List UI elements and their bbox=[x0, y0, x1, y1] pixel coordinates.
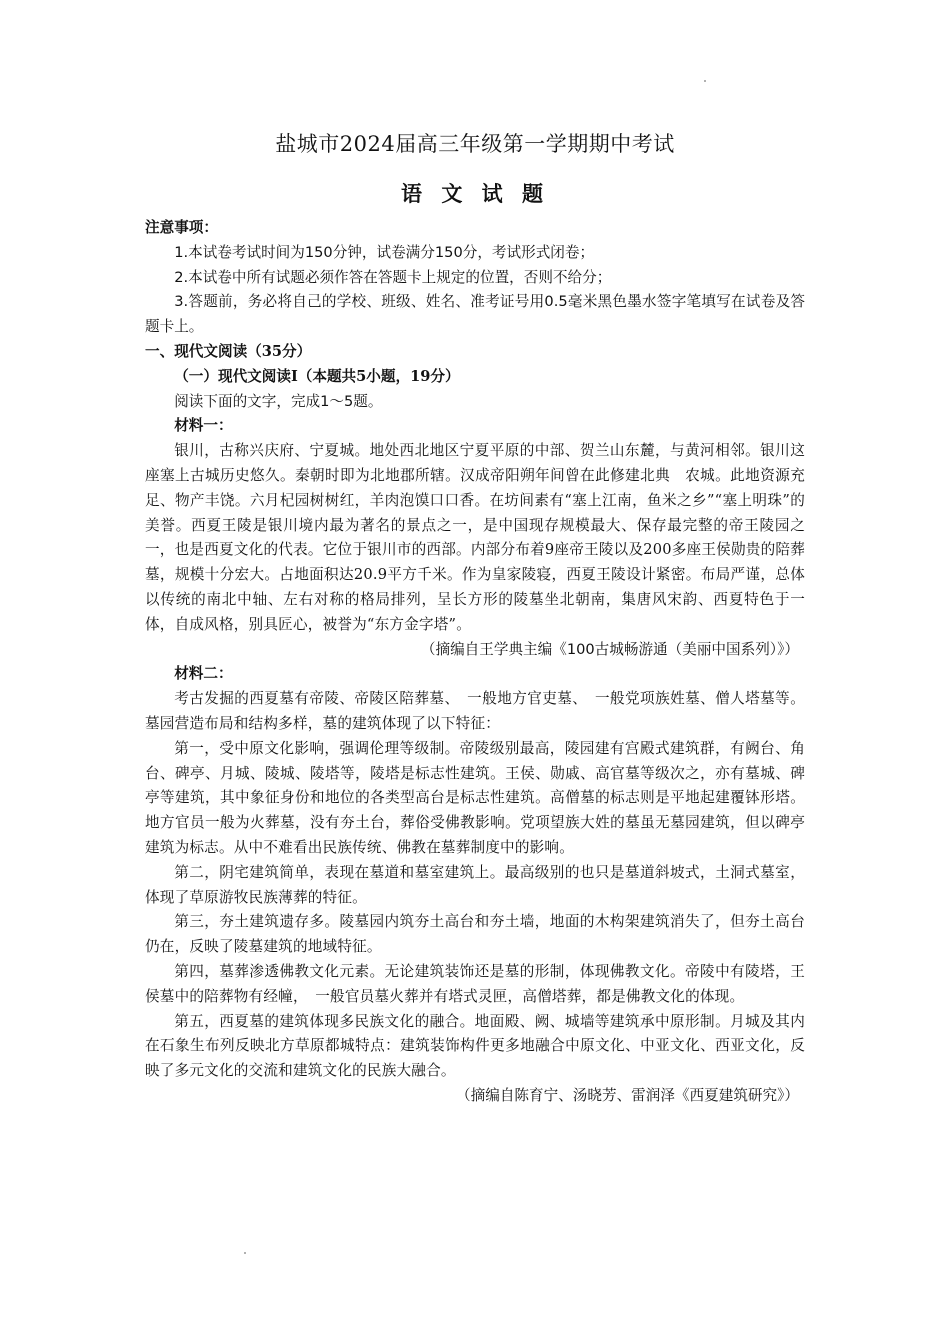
exam-title: 盐城市2024届高三年级第一学期期中考试 bbox=[275, 132, 675, 156]
material1-source: （摘编自王学典主编《100古城畅游通（美丽中国系列）》） bbox=[420, 640, 799, 658]
notice-heading: 注意事项： bbox=[145, 219, 218, 236]
material2-point: 第四，墓葬渗透佛教文化元素。无论建筑装饰还是墓的形制，体现佛教文化。帝陵中有陵塔，王侯墓中的陪葬物有经幢， 一般官员墓火葬并有塔式灵匣，高僧塔葬，都是佛教文化的体现。 bbox=[145, 962, 805, 1005]
scan-speck bbox=[244, 1252, 246, 1254]
material2-point: 第二，阴宅建筑简单，表现在墓道和墓室建筑上。最高级别的也只是墓道斜坡式，土洞式墓室，体现了草原游牧民族薄葬的特征。 bbox=[145, 863, 805, 906]
notice-item: 1.本试卷考试时间为150分钟，试卷满分150分，考试形式闭卷； bbox=[174, 243, 595, 261]
material2-label: 材料二： bbox=[174, 665, 233, 683]
material2-intro: 考古发掘的西夏墓有帝陵、帝陵区陪葬墓、 一般地方官吏墓、 一般党项族姓墓、僧人塔墓等。墓园营造布局和结构多样，墓的建筑体现了以下特征： bbox=[145, 690, 805, 732]
notice-item: 2.本试卷中所有试题必须作答在答题卡上规定的位置，否则不给分； bbox=[174, 268, 612, 286]
material1-label: 材料一： bbox=[174, 417, 233, 435]
material2-point: 第五，西夏墓的建筑体现多民族文化的融合。地面殿、阙、城墙等建筑承中原形制。月城及其内在石象生布列反映北方草原都城特点：建筑装饰构件更多地融合中原文化、中亚文化、西亚文化，反映了多元文化的交流和建筑文化的民族大融合。 bbox=[145, 1012, 805, 1080]
section-instruction: 阅读下面的文字，完成1～5题。 bbox=[174, 392, 383, 410]
material1-text: 银川，古称兴庆府、宁夏城。地处西北地区宁夏平原的中部、贺兰山东麓，与黄河相邻。银川这座塞上古城历史悠久。秦朝时即为北地郡所辖。汉成帝阳朔年间曾在此修建北典 农城。此地资源充足、物产丰饶。六月杞园树树红，羊肉泡馍口口香。在坊间素有“塞上江南，鱼米之乡”“塞上明珠”的美誉。西夏王陵是银川境内最为著名的景点之一，是中国现存规模最大、保存最完整的帝王陵园之一，也是西夏文化的代表。它位于银川市的西部。内部分布着9座帝王陵以及200多座王侯勋贵的陪葬墓，规模十分宏大。占地面积达20.9平方千米。作为皇家陵寝，西夏王陵设计紧密。布局严谨，总体以传统的南北中轴、左右对称的格局排列，呈长方形的陵墓坐北朝南，集唐风宋韵、西夏特色于一体，自成风格，别具匠心，被誉为“东方金字塔”。 bbox=[145, 442, 805, 633]
material2-source: （摘编自陈育宁、汤晓芳、雷润泽《西夏建筑研究》） bbox=[456, 1086, 799, 1104]
material2-point: 第一，受中原文化影响，强调伦理等级制。帝陵级别最高，陵园建有宫殿式建筑群，有阙台、角台、碑亭、月城、陵城、陵塔等，陵塔是标志性建筑。王侯、勋戚、高官墓等级次之，亦有墓城、碑亭等建筑，其中象征身份和地位的各类型高台是标志性建筑。高僧墓的标志则是平地起建覆钵形塔。地方官员一般为火葬墓，没有夯土台，葬俗受佛教影响。党项望族大姓的墓虽无墓园建筑，但以碑亭建筑为标志。从中不难看出民族传统、佛教在墓葬制度中的影响。 bbox=[145, 739, 805, 856]
notice-item: 3.答题前，务必将自己的学校、班级、姓名、准考证号用0.5毫米黑色墨水签字笔填写在试卷及答题卡上。 bbox=[145, 293, 805, 336]
exam-content bbox=[145, 216, 805, 1109]
exam-subtitle: 语 文 试 题 bbox=[401, 181, 549, 206]
scan-speck bbox=[704, 80, 706, 82]
material2-point: 第三，夯土建筑遗存多。陵墓园内筑夯土高台和夯土墙，地面的木构架建筑消失了，但夯土高台仍在，反映了陵墓建筑的地域特征。 bbox=[145, 913, 805, 956]
section-subheading: （一）现代文阅读I（本题共5小题，19分） bbox=[174, 367, 460, 385]
section-heading: 一、现代文阅读（35分） bbox=[145, 342, 312, 360]
